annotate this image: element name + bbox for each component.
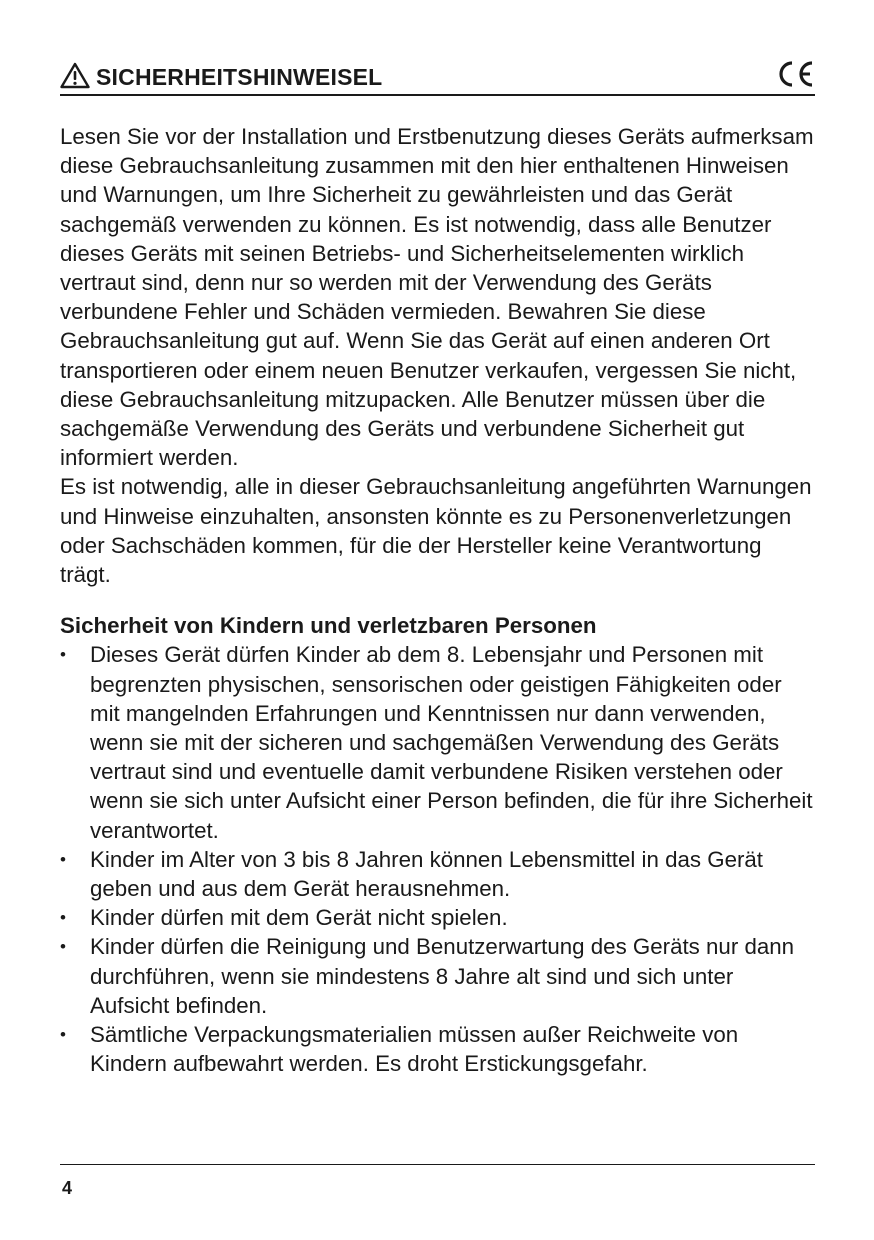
section-heading: Sicherheit von Kindern und verletzbaren Personen (60, 613, 597, 639)
list-item (60, 903, 815, 932)
list-item (60, 1020, 815, 1078)
list-item-text: Kinder dürfen die Reinigung und Benutzerwartung des Geräts nur dann durchführen, wenn sie mindestens 8 Jahre alt sind und sich unter Aufsicht befinden. (90, 934, 795, 1018)
bullet-icon: • (60, 1025, 66, 1045)
bullet-icon: • (60, 645, 66, 665)
intro-paragraph: Es ist notwendig, alle in dieser Gebrauchsanleitung angeführten Warnungen und Hinweise einzuhalten, ansonsten könnte es zu Personenverletzungen oder Sachschäden kommen, für die der Hersteller keine Verantwortung trägt. (60, 474, 812, 588)
list-item (60, 932, 815, 1020)
list-item (60, 845, 815, 903)
intro-text (60, 122, 815, 589)
list-item-text: Kinder im Alter von 3 bis 8 Jahren können Lebensmittel in das Gerät geben und aus dem Gerät herausnehmen. (90, 846, 764, 902)
warning-triangle-icon (60, 62, 90, 89)
bullet-icon: • (60, 849, 66, 869)
bullet-icon: • (60, 937, 66, 957)
list-item (60, 640, 815, 844)
footer-divider (60, 1164, 815, 1165)
bullet-icon: • (60, 908, 66, 928)
safety-bullet-list (60, 640, 815, 1078)
list-item-text: Dieses Gerät dürfen Kinder ab dem 8. Lebensjahr und Personen mit begrenzten physischen, sensorischen oder geistigen Fähigkeiten oder mit mangelnden Erfahrungen und Kenntnissen nur dann verwenden, wenn sie mit der sicheren und sachgemäßen Verwendung des Geräts vertraut sind und eventuelle damit verbundene Risiken verstehen oder wenn sie sich unter Aufsicht einer Person befinden, die für ihre Sicherheit verantwortet. (90, 642, 813, 843)
ce-mark-icon (775, 60, 815, 88)
document-page (60, 56, 815, 1079)
list-item-text: Sämtliche Verpackungsmaterialien müssen außer Reichweite von Kindern aufbewahrt werden. Es droht Erstickungsgefahr. (90, 1022, 739, 1077)
section-header (60, 56, 815, 96)
page-title: SICHERHEITSHINWEISEL (96, 64, 383, 90)
intro-paragraph: Lesen Sie vor der Installation und Erstbenutzung dieses Geräts aufmerksam diese Gebrauchsanleitung zusammen mit den hier enthaltenen Hinweisen und Warnungen, um Ihre Sicherheit zu gewährleisten und das Gerät sachgemäß verwenden zu können. Es ist notwendig, dass alle Benutzer dieses Geräts mit seinen Betriebs- und Sicherheitselementen wirklich vertraut sind, denn nur so werden mit der Verwendung des Geräts verbundene Fehler und Schäden vermieden. Bewahren Sie diese Gebrauchsanleitung gut auf. Wenn Sie das Gerät auf einen anderen Ort transportieren oder einem neuen Benutzer verkaufen, vergessen Sie nicht, diese Gebrauchsanleitung mitzupacken. Alle Benutzer müssen über die sachgemäße Verwendung des Geräts und verbundene Sicherheit gut informiert werden. (60, 124, 814, 471)
page-number: 4 (62, 1178, 73, 1198)
list-item-text: Kinder dürfen mit dem Gerät nicht spielen. (90, 905, 508, 931)
